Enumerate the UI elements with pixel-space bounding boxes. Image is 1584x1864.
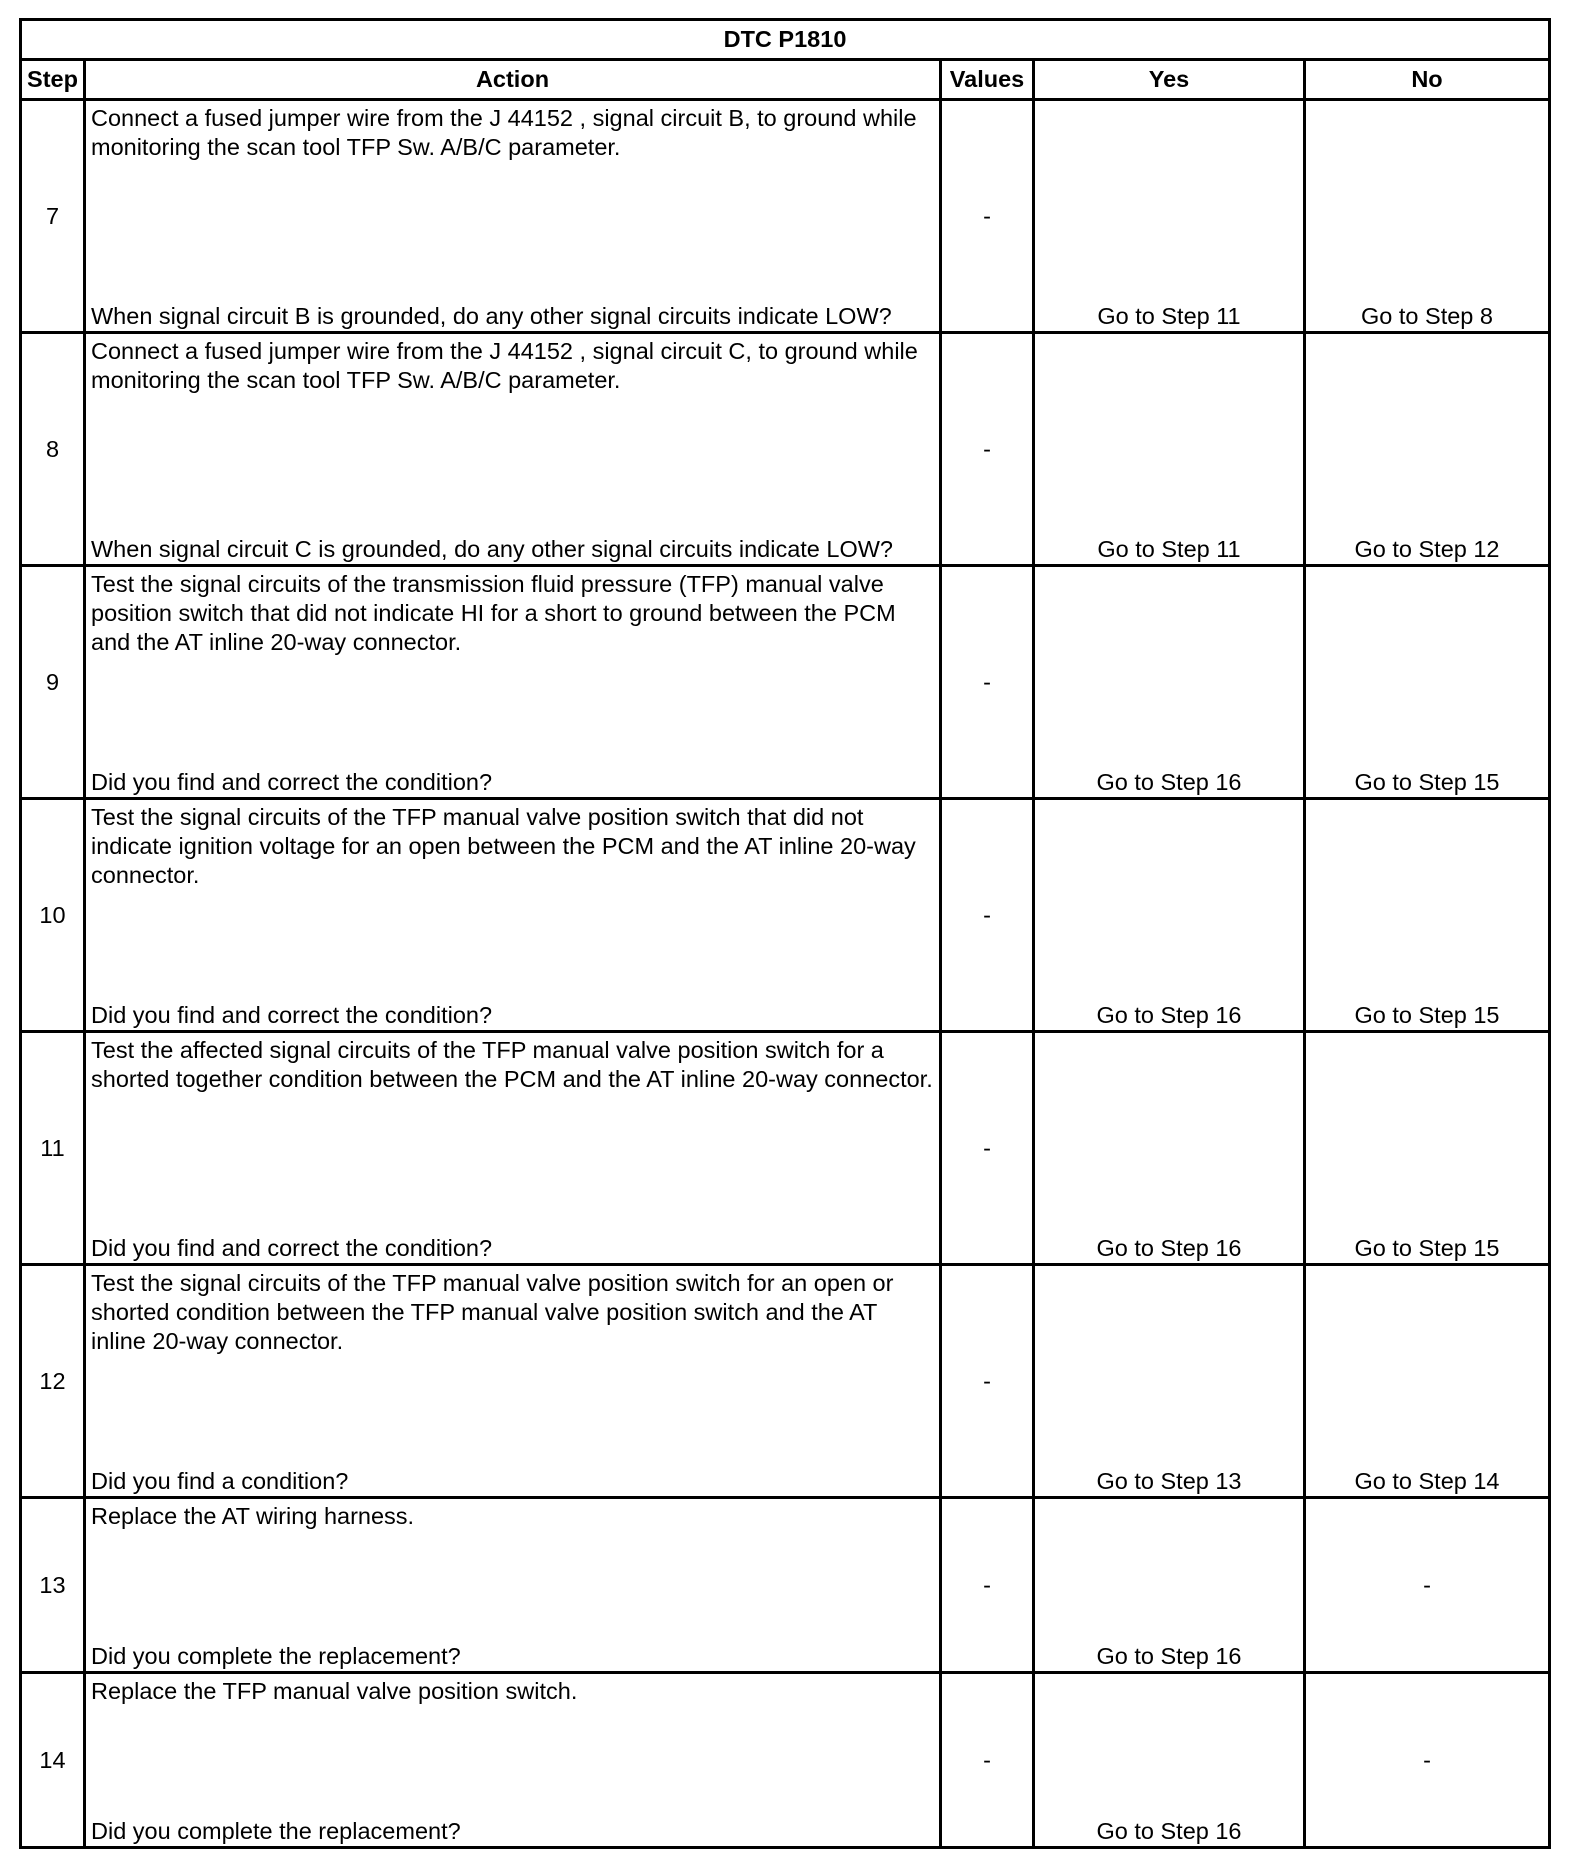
dtc-document [19,18,1551,1849]
table-title: DTC P1810 [21,20,1550,60]
step-number: 11 [21,1032,85,1265]
action-cell [85,566,941,799]
no-result: - [1305,1673,1550,1848]
no-result: - [1305,1498,1550,1673]
action-instruction: Replace the AT wiring harness. [91,1503,415,1529]
action-question: When signal circuit B is grounded, do any other signal circuits indicate LOW? [91,303,892,329]
table-row [21,333,1550,566]
values-cell: - [941,100,1034,333]
dtc-table [19,18,1551,1849]
action-question: Did you find and correct the condition? [91,1002,493,1028]
action-cell [85,1673,941,1848]
action-instruction: Replace the TFP manual valve position switch. [91,1678,578,1704]
step-number: 8 [21,333,85,566]
action-instruction: Test the signal circuits of the TFP manual valve position switch for an open or shorted condition between the TFP manual valve position switch and the AT inline 20-way connector. [91,1270,894,1354]
values-cell: - [941,1673,1034,1848]
yes-result: Go to Step 16 [1034,566,1305,799]
title-row [21,20,1550,60]
action-instruction: Connect a fused jumper wire from the J 44152 , signal circuit C, to ground while monitoring the scan tool TFP Sw. A/B/C parameter. [91,338,918,393]
header-action: Action [85,60,941,100]
values-cell: - [941,1498,1034,1673]
action-cell [85,799,941,1032]
action-instruction: Test the signal circuits of the transmission fluid pressure (TFP) manual valve position switch that did not indicate HI for a short to ground between the PCM and the AT inline 20-way connector. [91,571,896,655]
step-number: 10 [21,799,85,1032]
table-row [21,1265,1550,1498]
action-question: Did you find and correct the condition? [91,769,493,795]
table-row [21,1032,1550,1265]
table-row [21,1498,1550,1673]
action-cell [85,333,941,566]
yes-result: Go to Step 16 [1034,1673,1305,1848]
step-number: 13 [21,1498,85,1673]
table-row [21,1673,1550,1848]
no-result: Go to Step 15 [1305,1032,1550,1265]
action-question: Did you find and correct the condition? [91,1235,493,1261]
yes-result: Go to Step 13 [1034,1265,1305,1498]
action-cell [85,100,941,333]
action-cell [85,1265,941,1498]
values-cell: - [941,333,1034,566]
values-cell: - [941,799,1034,1032]
table-row [21,566,1550,799]
step-number: 12 [21,1265,85,1498]
header-row [21,60,1550,100]
action-question: When signal circuit C is grounded, do any other signal circuits indicate LOW? [91,536,893,562]
header-no: No [1305,60,1550,100]
header-values: Values [941,60,1034,100]
step-number: 14 [21,1673,85,1848]
step-number: 7 [21,100,85,333]
yes-result: Go to Step 11 [1034,100,1305,333]
values-cell: - [941,1265,1034,1498]
yes-result: Go to Step 16 [1034,1498,1305,1673]
action-question: Did you complete the replacement? [91,1818,461,1844]
values-cell: - [941,1032,1034,1265]
table-row [21,100,1550,333]
no-result: Go to Step 8 [1305,100,1550,333]
yes-result: Go to Step 11 [1034,333,1305,566]
table-row [21,799,1550,1032]
action-instruction: Connect a fused jumper wire from the J 44152 , signal circuit B, to ground while monitoring the scan tool TFP Sw. A/B/C parameter. [91,105,917,160]
no-result: Go to Step 14 [1305,1265,1550,1498]
no-result: Go to Step 15 [1305,799,1550,1032]
action-instruction: Test the signal circuits of the TFP manual valve position switch that did not indicate ignition voltage for an open between the PCM and the AT inline 20-way connector. [91,804,916,888]
action-cell [85,1498,941,1673]
values-cell: - [941,566,1034,799]
action-cell [85,1032,941,1265]
no-result: Go to Step 15 [1305,566,1550,799]
action-question: Did you find a condition? [91,1468,349,1494]
no-result: Go to Step 12 [1305,333,1550,566]
yes-result: Go to Step 16 [1034,1032,1305,1265]
action-question: Did you complete the replacement? [91,1643,461,1669]
header-step: Step [21,60,85,100]
action-instruction: Test the affected signal circuits of the TFP manual valve position switch for a shorted together condition between the PCM and the AT inline 20-way connector. [91,1037,933,1092]
yes-result: Go to Step 16 [1034,799,1305,1032]
step-number: 9 [21,566,85,799]
header-yes: Yes [1034,60,1305,100]
